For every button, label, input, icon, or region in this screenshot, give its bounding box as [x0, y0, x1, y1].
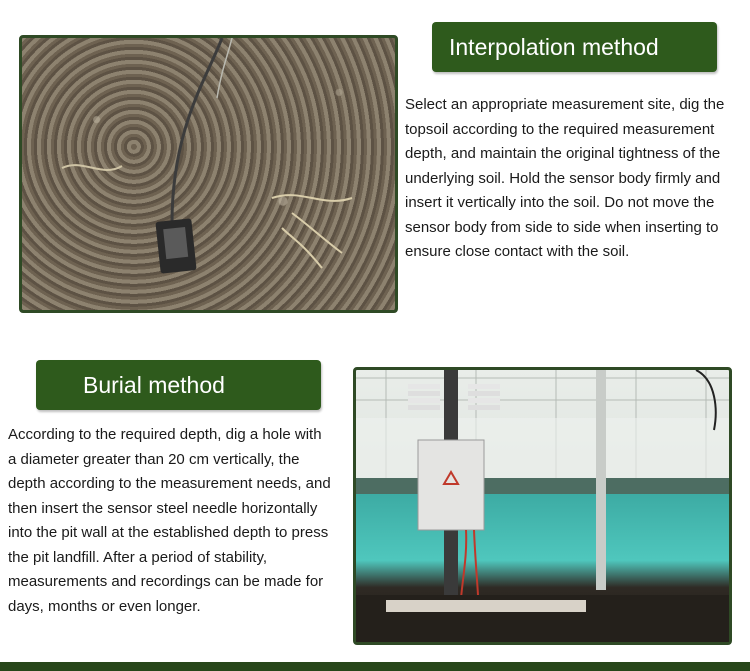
bottom-bar — [0, 662, 750, 671]
interpolation-method-description: Select an appropriate measurement site, dig the topsoil according to the required measurement depth, and maintain the original tightness of the underlying soil. Hold the sensor body firmly and insert it vertically into the soil. Do not move the sensor body from side to side when inserting to ensure close contact with the soil. — [405, 96, 725, 260]
radiation-shield-right — [468, 384, 500, 410]
bed-edge — [386, 600, 586, 612]
frame-pillar — [596, 370, 606, 590]
greenhouse-station-photo — [353, 367, 732, 645]
greenhouse-illustration — [356, 370, 729, 642]
root-fragments — [272, 195, 352, 268]
bench-edge — [356, 478, 729, 494]
soil-sensor-photo — [19, 35, 398, 313]
radiation-shield-left — [408, 384, 440, 410]
soil-sensor-illustration — [22, 38, 395, 310]
burial-method-description: According to the required depth, dig a hole with a diameter greater than 20 cm vertically, the depth according to the measurement needs, and then insert the sensor steel needle horizontally into the pit wall at the established depth to press the pit landfill. After a period of stability, measurements and recordings can be made for days, months or even longer. — [8, 426, 331, 615]
burial-method-title: Burial method — [36, 360, 321, 410]
interpolation-method-title: Interpolation method — [432, 22, 717, 72]
sensor-cable — [172, 38, 222, 223]
